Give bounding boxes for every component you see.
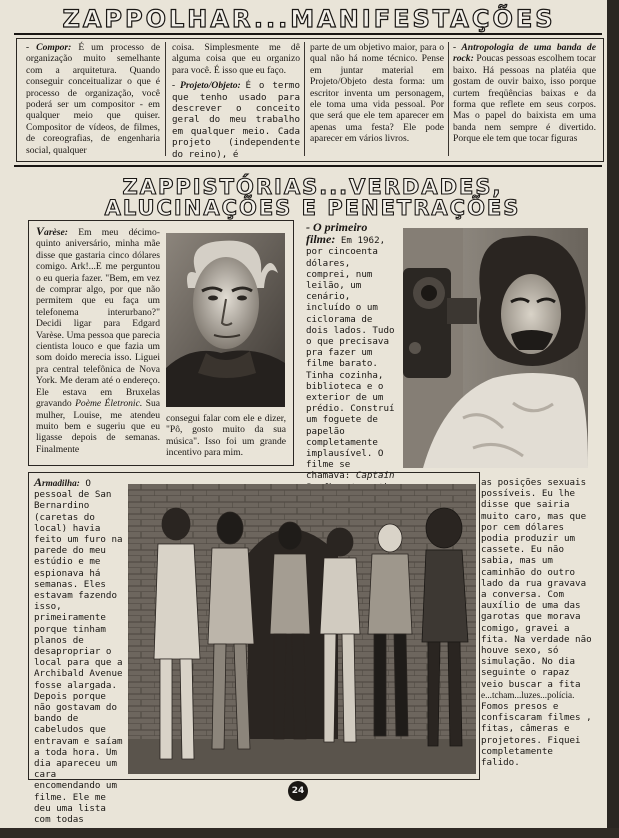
armadilha-continued (481, 477, 593, 777)
section-title-manifestacoes: ZAPPOLHAR...MANIFESTAÇÕES (62, 5, 556, 33)
title-beefheart: Captain (355, 470, 395, 482)
band-group-photo (128, 484, 476, 774)
column-objetivo (310, 42, 444, 158)
column-divider (165, 42, 166, 156)
lead-varese-cap: V (36, 224, 45, 238)
zappa-camera-photo (403, 228, 588, 468)
varese-portrait-photo (166, 233, 285, 407)
text-varese-b: Sua mulher, Louise, me atendeu muito bem e sugeriu que eu ligasse depois de semanas. Finalmente (36, 398, 161, 455)
text-varese-a: Em meu décimo-quinto aniversário, minha mãe disse que gastaria cinco dólares comigo. Ark!...E me perguntou o eu queria fazer. "Bem, em vez de comprar algo, por que não permitem que eu faça um telefonema interurbano?" Decidi ligar para Edgard Varèse. Uma pessoa que parecia cientista louco e que fazia um som doido merecia isso. Liguei pra central telefônica de Nova York. Me deram até o endereço. Ele estava em Bruxelas gravando (36, 227, 160, 410)
primeiro-filme-story (306, 220, 398, 482)
lead-compor: - Compor: (26, 42, 72, 53)
column-divider (448, 42, 449, 156)
text-armadilha-cont-b: Fomos presos e confiscaram filmes , fitas, câmeras e projetores. Fiquei completamente falido. (481, 701, 592, 769)
column-divider (304, 42, 305, 156)
section-rule (14, 165, 602, 167)
column-projeto (172, 42, 300, 158)
varese-caption (166, 413, 286, 463)
text-armadilha-dots: e...tcham...luzes...polícia. (481, 689, 575, 700)
page-edge-bottom (0, 828, 619, 838)
text-primeiro: Em 1962, por cincoenta dólares, comprei, num leilão, um cenário, incluído o um ciclorama de dois lados. Tudo o que precisava pra fazer um filme barato. Tinha cozinha, biblioteca e o exterior de um prédio. Construí um foguete de papelão completamente implausível. O filme se chamava: (306, 235, 395, 482)
text-projeto-a: coisa. Simplesmente me dê alguma coisa que eu organizo para você. É isso que eu faço. (172, 42, 300, 76)
text-projeto-b: É o termo que tenho usado para descrever o conceito geral do meu trabalho em qualquer meio. Cada projeto (independente do reino), é (172, 80, 300, 160)
text-compor: É um processo de organização muito semelhante com a arquitetura. Quando conseguir conceitualizar o que é processo de organização, você poderá ser um compositor - em qualquer meio que quiser. Compositor de vídeos, de filmes, de coreografias, de engenharia social, qualquer (26, 42, 160, 156)
header-rule (14, 33, 602, 35)
page-edge-right (607, 0, 619, 838)
section-title-line2: ALUCINAÇÕES E PENETRAÇÕES (104, 196, 521, 220)
section-title-line1: ZAPPISTÓRIAS...VERDADES, (122, 175, 503, 199)
lead-antropologia: - Antropologia de uma banda de rock: (453, 42, 596, 65)
text-antropologia: Poucas pessoas escolhem tocar baixo. Há pessoas na platéia que gostam de ouvir baixo, isso porque curtem freqüências baixas e da forma que reflete em seus corpos. Mas o papel do baixista em uma banda nem sempre é divertido. Porque ele tem que tocar figuras (453, 53, 596, 145)
lead-armadilha: rmadilha: (42, 478, 80, 488)
lead-armadilha-cap: A (34, 475, 43, 489)
lead-varese: arèse: (44, 227, 68, 238)
text-objetivo: parte de um objetivo maior, para o qual não há nome técnico. Pense em juntar material em Projeto/Objeto desta forma: um escritor inventa um personagem, ele toma uma vida pessoal. Por que será que ele tem aparecer em apenas uma festa? Ele pode aparecer em vários livros. (310, 42, 444, 145)
column-compor (26, 42, 160, 158)
page-number: 24 (288, 781, 308, 801)
title-poeme: Poème Életronic. (75, 398, 143, 410)
column-antropologia (453, 42, 596, 158)
lead-primeiro: - O primeiro filme: (306, 220, 368, 247)
text-armadilha-cont-a: as posições sexuais possíveis. Eu lhe disse que sairia muito caro, mas que por cem dólares podia produzir um cassete. Eu não sabia, mas um caminhão do outro lado da rua gravava a conversa. Com auxílio de uma das garotas que morava comigo, gravei a fita. Na verdade não houve sexo, só simulação. No dia seguinte o rapaz veio buscar a fita (481, 477, 592, 690)
armadilha-story (34, 475, 124, 826)
lead-projeto: - Projeto/Objeto: (172, 80, 241, 92)
varese-story (36, 226, 160, 462)
text-armadilha: O pessoal de San Bernardino (caretas do local) havia feito um furo na parede do meu estúdio e me espionava há semanas. Eles estavam fazendo isso, primeiramente porque tinham planos de desapropriar o local para que a Archibald Avenue fosse alargada. Depois porque não gostavam do bando de cabeludos que entravam e saíam a toda hora. Um dia apareceu um cara encomendando um filme. Ele me deu uma lista com todas (34, 478, 123, 826)
text-varese-c: consegui falar com ele e dizer, "Pô, gosto muito da sua música". Isso foi um grande incentivo para mim. (166, 413, 286, 459)
